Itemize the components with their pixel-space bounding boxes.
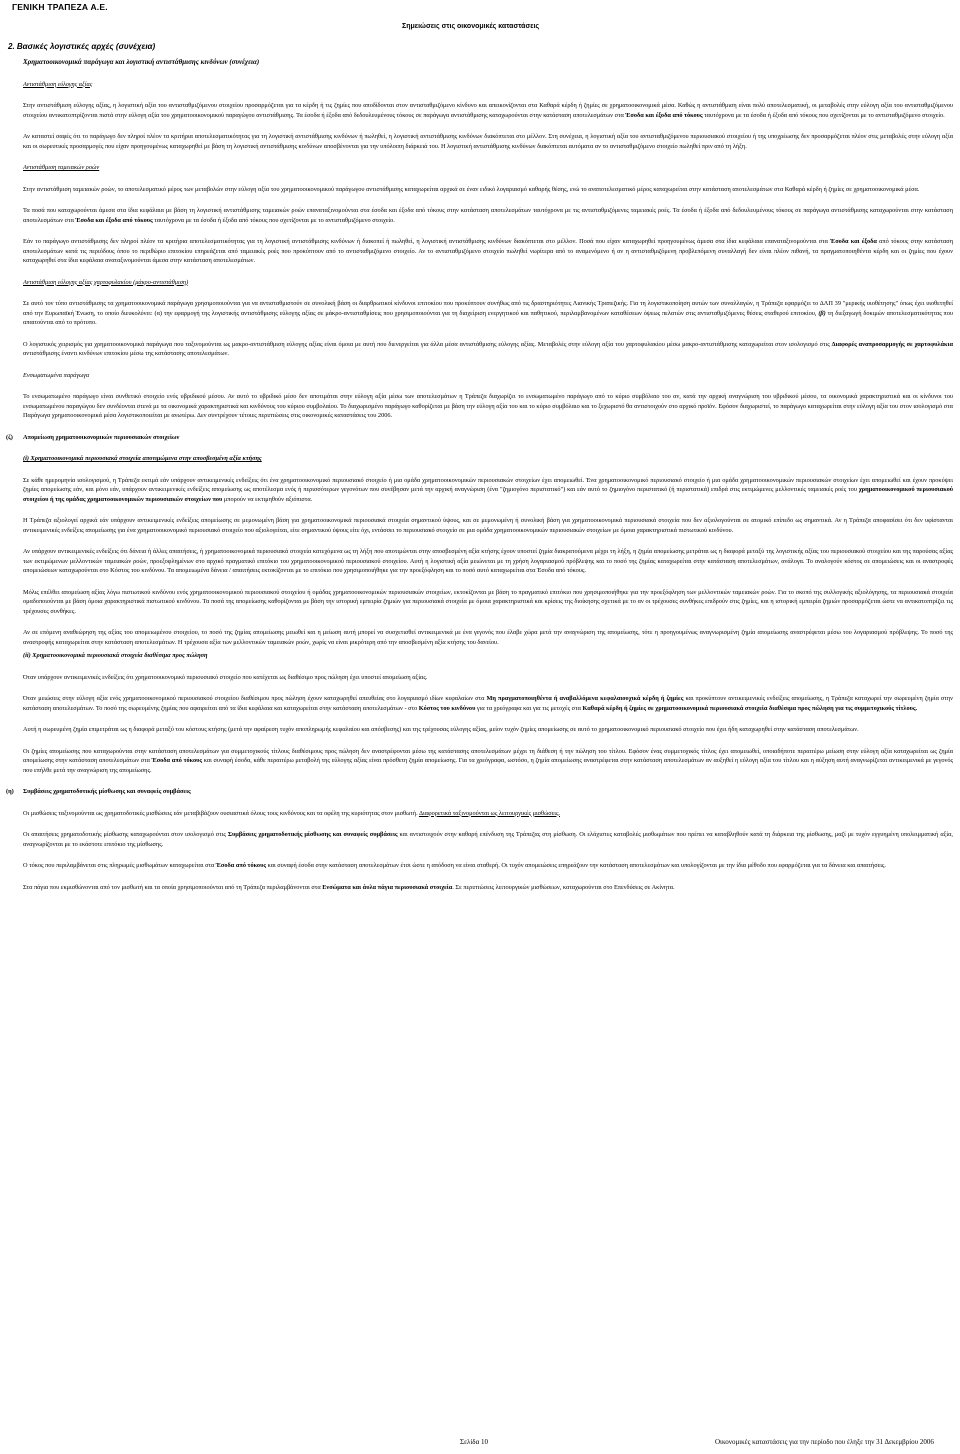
paragraph: Αν υπάρχουν αντικειμενικές ενδείξεις ότι δάνεια ή άλλες απαιτήσεις, ή χρηματοοικονομικά περιουσιακά στοιχεία κατεχόμενα ως τη λήξη που αποτιμώνται στην αποσβεσμένη αξία κτήσης έχουν υποστεί ζημία διακρατούμενα μέχρι τη λήξη, η ζημία απομείωσης μετράται ως η διαφορά μεταξύ της λογιστικής αξίας του περιουσιακού στοιχείου και της παρούσας αξίας των εκτιμώμενων μελλοντικών ταμειακών ροών, προεξοφλημένων στο αρχικό πραγματικό επιτόκιο του χρηματοοικονομικού περιουσιακού στοιχείου. Αυτή η λογιστική αξία μειώνεται με τη χρήση λογαριασμού πρόβλεψης και το ποσό της ζημίας καταχωρείται στην κατάσταση αποτελεσμάτων, ανάλογα. Το αναλογούν κόστος σε απομειώσεις και οι αναστροφές απομειώσεων καταχωρούνται στο Κόστος του κινδύνου. Τα απομειωμένα δάνεια / απαιτήσεις εκτοκίζονται με το επιτόκιο που χρησιμοποιήθηκε για την προεξόφληση και το ποσό αυτό καταχωρείται στα Έσοδα από τόκους. xyxy=(23,548,953,574)
impairment-subheading-1: (i) Χρηματοοικονομικά περιουσιακά στοιχεία αποτιμώμενα στην αποσβεσμένη αξία κτήσης xyxy=(23,455,262,462)
paragraph: Τα ποσά που καταχωρούνται άμεσα στα ίδια κεφάλαια με βάση τη λογιστική αντιστάθμισης ταμειακών ροών επαναταξινομούνται στα έσοδα και έξοδα από τόκους στην κατάσταση αποτελεσμάτων ταυτόχρονα με τις αντισταθμιζόμενες ταμειακές ροές. Τα έσοδα ή έξοδα από δεδουλευμένους τόκους σε παράγωγα αντιστάθμισης καταχωρούνται στην κατάσταση αποτελεσμάτων στα Έσοδα και έξοδα από τόκους ταυτόχρονα με τα έσοδα ή έξοδα από τόκους που σχετίζονται με το αντισταθμιζόμενο στοιχείο. xyxy=(23,207,953,224)
embedded-derivatives-title: Ενσωματωμένα παράγωγα xyxy=(23,371,90,379)
paragraph: Αν καταστεί σαφές ότι το παράγωγο δεν πληροί πλέον τα κριτήρια αποτελεσματικότητας για τη λογιστική αντιστάθμισης κινδύνων ή πωληθεί, η λογιστική αντιστάθμισης κινδύνων διακόπτεται στο μέλλον. Στη συνέχεια, η λογιστική αξία του αντισταθμιζόμενου περιουσιακού στοιχείου ή της υποχρέωσης δεν προσαρμόζεται πλέον στις μεταβολές στην εύλογη αξία και οι σωρευτικές προσαρμογές που είχαν προηγουμένως καταχωρηθεί με βάση τη λογιστική αντιστάθμισης κινδύνων αποσβένονται για την υπόλοιπη διάρκειά του. Η λογιστική αντιστάθμισης κινδύνων διακόπτεται αυτόματα αν το αντισταθμιζόμενο στοιχείο πωληθεί πριν από τη λήξη. xyxy=(23,133,953,150)
paragraph: Στην αντιστάθμιση εύλογης αξίας, η λογιστική αξία του αντισταθμιζόμενου στοιχείου προσαρμόζεται για τα κέρδη ή τις ζημίες που αποδίδονται στον αντισταθμιζόμενο κίνδυνο και απεικονίζονται στα Καθαρά κέρδη ή ζημίες σε χρηματοοικονομικά μέσα. Καθώς η αντιστάθμιση είναι πολύ αποτελεσματική, οι μεταβολές στην εύλογη αξία του αντισταθμιζόμενου στοιχείου αντικατοπτρίζονται πιστά στην εύλογη αξία του χρηματοοικονομικού παραγώγου αντιστάθμισης. Τα έσοδα ή έξοδα από δεδουλευμένους τόκους σε παράγωγα αντιστάθμισης καταχωρούνται στην κατάσταση αποτελεσμάτων στα Έσοδα και έξοδα από τόκους ταυτόχρονα με τα έσοδα ή έξοδα από τόκους που σχετίζονται με το αντισταθμιζόμενο στοιχείο. xyxy=(23,102,953,119)
paragraph: Στα πάγια που εκμισθώνονται από τον μισθωτή και τα οποία χρησιμοποιούνται από τη Τράπεζα περιλαμβάνονται στα Ενσώματα και άυλα πάγια περιουσιακά στοιχεία. Σε περιπτώσεις λειτουργικών μισθώσεων, καταχωρούνται στο Επενδύσεις σε Ακίνητα. xyxy=(23,883,675,891)
paragraph: Το ενσωματωμένο παράγωγο είναι συνθετικό στοιχείο ενός υβριδικού μέσου. Αν αυτό το υβριδικό μέσο δεν αποτιμάται στην εύλογη αξία μέσω των αποτελεσμάτων η Τράπεζα διαχωρίζει το ενσωματωμένο παράγωγο από το κύριο συμβόλαιο του αν, κατά την αρχική αναγνώριση του υβριδικού μέσου, τα οικονομικά χαρακτηριστικά και οι κίνδυνοι του ενσωματωμένου παραγώγου δεν συνδέονται στενά με τα οικονομικά χαρακτηριστικά και κινδύνους του κύριου συμβολαίου. Το διαχωρισμένο παράγωγο καθορίζεται με βάση την εύλογη αξία του και το κύριο συμβόλαιο και το ξεχωριστό θα αντιστοιχούν στο αρχικό προϊόν. Εφόσον διαχωριστεί, το παράγωγο καταχωρείται στην εύλογη αξία του στον ισολογισμό στα Παράγωγα χρηματοοικονομικά μέσα λογιστικοποιείται με ανωτέρω. Δεν συντρέχουν τέτοιες περιπτώσεις στις οικονομικές καταστάσεις του 2006. xyxy=(23,393,953,419)
notes-header: Σημειώσεις στις οικονομικές καταστάσεις xyxy=(402,23,540,30)
fair-value-hedge-title: Αντιστάθμιση εύλογης αξίας xyxy=(23,80,93,88)
paragraph: Οι ζημίες απομείωσης που καταχωρούνται στην κατάσταση αποτελεσμάτων για συμμετοχικούς τίτλους διαθέσιμους προς πώληση δεν αναστρέφονται μέσω της κατάστασης αποτελεσμάτων μέχρι τη διάθεση ή την πώληση του τίτλου. Εφόσον ένας συμμετοχικός τίτλος έχει απομειωθεί, οποιαδήποτε περαιτέρω μείωση στην εύλογη αξία καταχωρείται ως ζημία απομείωσης στην κατάσταση αποτελεσμάτων στα Έσοδα από τόκους και συναφή έσοδα, κάθε περαιτέρω μεταβολή της εύλογης αξίας είναι πρόσθετη ζημία απομείωσης. Για τα χρεόγραφα, ωστόσο, η ζημία απομείωσης αναστρέφεται στην κατάσταση αποτελεσμάτων αν αυξηθεί η εύλογη αξία του τίτλου και η αύξηση αυτή αναγνωρίζεται αντικειμενικά με γεγονός που επήλθε μετά την αναγνώριση της απομείωσης. xyxy=(23,747,953,774)
paragraph: Στην αντιστάθμιση ταμειακών ροών, το αποτελεσματικό μέρος των μεταβολών στην εύλογη αξία του χρηματοοικονομικού παράγωγου αντιστάθμισης καταχωρείται αρχικά σε έναν ειδικό λογαριασμό καθαρής θέσης, ενώ το αναποτελεσματικό μέρος καταχωρείται στην κατάσταση αποτελεσμάτων στα Καθαρά κέρδη ή ζημίες σε χρηματοοικονομικά μέσα. xyxy=(23,185,920,193)
leases-heading: (η) Συμβάσεις χρηματοδοτικής μίσθωσης και συναφείς συμβάσεις xyxy=(6,788,191,795)
section-mark: (ζ) xyxy=(6,433,13,441)
paragraph: Εάν το παράγωγο αντιστάθμισης δεν πληροί πλέον τα κριτήρια αποτελεσματικότητας για τη λογιστική αντιστάθμισης κινδύνων ή διακοπεί ή πωληθεί, η λογιστική αντιστάθμισης κινδύνων διακόπτεται στο μέλλον. Ποσά που είχαν καταχωρηθεί προηγουμένως άμεσα στα ίδια κεφάλαια επαναταξινομούνται στα Έσοδα και έξοδα από τόκους στην κατάσταση αποτελεσμάτων κατά τις περιόδους όπου το περιθώριο επιτοκίου επηρεάζεται από ταμειακές ροές που προκύπτουν από το αντισταθμιζόμενο στοιχείο. Αν το αντισταθμιζόμενο στοιχείο πωληθεί νωρίτερα από το αναμενόμενο ή αν η αντισταθμιζόμενη προβλεπόμενη συναλλαγή δεν είναι πλέον πιθανή, τα πραγματοποιηθέντα κέρδη και οι ζημίες που έχουν καταχωρηθεί στα ίδια κεφάλαια αναταξινομούνται άμεσα στην κατάσταση αποτελεσμάτων. xyxy=(23,238,953,264)
paragraph: Σε κάθε ημερομηνία ισολογισμού, η Τράπεζα εκτιμά εάν υπάρχουν αντικειμενικές ενδείξεις ότι ένα χρηματοοικονομικό περιουσιακό στοιχείο ή μια ομάδα χρηματοοικονομικών περιουσιακών στοιχείων έχει απομειωθεί. Ένα χρηματοοικονομικό περιουσιακό στοιχείο ή μια ομάδα χρηματοοικονομικών περιουσιακών στοιχείων έχει απομειωθεί και έχουν προκύψει ζημίες απομείωσης εάν, και μόνο εάν, υπάρχουν αντικειμενικές ενδείξεις απομείωσης ως αποτέλεσμα ενός ή περισσότερων γεγονότων που συνέβησαν μετά την αρχική αναγνώριση (ένα "ζημιογόνο περιστατικό") και εάν αυτό το ζημιογόνο περιστατικό (ή περιστατικά) επιδρά στις εκτιμώμενες μελλοντικές ταμειακές ροές του χρηματοοικονομικού περιουσιακού στοιχείου ή της ομάδας χρηματοοικονομικών περιουσιακών στοιχείων που μπορούν να εκτιμηθούν αξιόπιστα. xyxy=(23,476,953,503)
paragraph: Σε αυτό τον τύπο αντιστάθμισης τα χρηματοοικονομικά παράγωγα χρησιμοποιούνται για να αντισταθμιστούν σε συνολική βάση οι διαρθρωτικοί κίνδυνοι επιτοκίου που προκύπτουν συνήθως από τις δραστηριότητες Λιανικής Τραπεζικής. Για τη λογιστικοποίηση αυτών των συναλλαγών, η Τράπεζα εφαρμόζει το ΔΛΠ 39 "μερικής υιοθέτησης" όπως έχει υιοθετηθεί από την Ευρωπαϊκή Ένωση, το οποίο διευκολύνει: (α) την εφαρμογή της λογιστικής αντιστάθμισης εύλογης αξίας σε μάκρο-αντισταθμίσεις που χρησιμοποιούνται για τη διαχείριση ενεργητικού και παθητικού, περιλαμβανομένων καταθέσεων όψεως πελατών στις αντισταθμιζόμενες θέσεις σταθερού επιτοκίου, (β) τη διεξαγωγή δοκιμών αποτελεσματικότητας που απαιτούνται από το πρότυπο. xyxy=(23,300,954,326)
bank-name: ΓΕΝΙΚΗ ΤΡΑΠΕΖΑ Α.Ε. xyxy=(12,2,108,12)
cash-flow-hedge-title: Αντιστάθμιση ταμειακών ροών xyxy=(23,164,100,171)
paragraph: Όταν μειώσεις στην εύλογη αξία ενός χρηματοοικονομικού περιουσιακού στοιχείου διαθέσιμου προς πώληση έχουν καταχωρηθεί απευθείας στο λογαριασμό ιδίων κεφαλαίων στα Μη πραγματοποιηθέντα ή αναβαλλόμενα κεφαλαιουχικά κέρδη ή ζημίες και προκύπτουν αντικειμενικές ενδείξεις απομείωσης, η Τράπεζα καταχωρεί την σωρευμένη ζημία στην κατάσταση αποτελεσμάτων. Το ποσό της σωρευμένης ζημίας που αφαιρείται από τα ίδια κεφάλαια και καταχωρείται στην κατάσταση αποτελεσμάτων - στο Κόστος του κινδύνου για τα χρεόγραφα και για τις μετοχές στα Καθαρά κέρδη ή ζημίες σε χρηματοοικονομικά περιουσιακά στοιχεία διαθέσιμα προς πώληση για τις συμμετοχικούς τίτλους. xyxy=(23,695,953,712)
section-mark: (η) xyxy=(6,788,14,795)
impairment-subheading-2: (ii) Χρηματοοικονομικά περιουσιακά στοιχεία διαθέσιμα προς πώληση xyxy=(23,652,208,659)
paragraph: Αν σε επόμενη αναθεώρηση της αξίας του απομειωμένου στοιχείου, το ποσό της ζημίας απομείωσης μειωθεί και η μείωση αυτή μπορεί να συσχετισθεί αντικειμενικά με ένα γεγονός που έλαβε χώρα μετά την αναγνώριση της απομείωσης, τότε η προηγουμένως αναγνωρισμένη ζημία απομείωσης αναστρέφεται μέσω του λογαριασμού πρόβλεψης. Το ποσό της αναστροφής καταχωρείται στην κατάσταση αποτελεσμάτων. Η τρέχουσα αξία των μελλοντικών ταμειακών ροών, χωρίς να είναι μικρότερη από την αποσβεσμένη αξία κτήσης του δανείου. xyxy=(23,629,953,646)
footer-title: Οικονομικές καταστάσεις για την περίοδο που έληξε την 31 Δεκεμβρίου 2006 xyxy=(715,1438,934,1446)
paragraph: Ο τόκος που περιλαμβάνεται στις πληρωμές μισθωμάτων καταχωρείται στα Έσοδα από τόκους και συναφή έσοδα στην κατάσταση αποτελεσμάτων έτσι ώστε η απόδοση να είναι σταθερή. Οι τυχόν απομειώσεις επηρεάζουν την κατάσταση αποτελεσμάτων και υπολογίζονται με την ίδια μέθοδο που εφαρμόζεται για τα δάνεια και απαιτήσεις. xyxy=(23,862,886,869)
section-heading: 2. Βασικές λογιστικές αρχές (συνέχεια) xyxy=(8,42,156,51)
document-body xyxy=(6,58,954,904)
paragraph: Μόλις επέλθει απομείωση αξίας λόγω πιστωτικού κινδύνου ενός χρηματοοικονομικού περιουσιακού στοιχείου ή ομάδας χρηματοοικονομικών περιουσιακών στοιχείων, εκτοκίζονται με βάση το πραγματικό επιτόκιο που χρησιμοποιήθηκε για την προεξόφληση των μελλοντικών ταμειακών ροών. Για το σκοπό της συλλογικής αξιολόγησης, τα περιουσιακά στοιχεία ομαδοποιούνται με βάση όμοια χαρακτηριστικά πιστωτικού κινδύνου. Τα ποσά της απομείωσης καθορίζονται με βάση την ιστορική εμπειρία ζημιών για περιουσιακά στοιχεία με όμοια χαρακτηριστικά και κρίσεις της διοίκησης σχετικά με το αν οι τρέχουσες συνθήκες επιδρούν στις ζημίες, και η ιστορική εμπειρία ζημιών προσαρμόζεται ώστε να αντικατοπτρίζει τις τρέχουσες συνθήκες. xyxy=(23,588,953,615)
paragraph: Αυτή η σωρευμένη ζημία επιμετράται ως η διαφορά μεταξύ του κόστους κτήσης (μετά την αφαίρεση τυχόν αποπληρωμής κεφαλαίου και απόσβεσης) και της τρέχουσας εύλογης αξίας, μείον τυχόν ζημίες απομείωσης σε αυτό το χρηματοοικονομικό περιουσιακό στοιχείο που έχει ήδη καταχωρηθεί στην κατάσταση αποτελεσμάτων. xyxy=(23,726,859,733)
paragraph: Οι απαιτήσεις χρηματοδοτικής μίσθωσης καταχωρούνται στον ισολογισμό στις Συμβάσεις χρηματοδοτικής μίσθωσης και συναφείς συμβάσεις και αντιστοιχούν στην καθαρή επένδυση της Τράπεζας στη μίσθωση. Οι ελάχιστες καταβολές μισθωμάτων που πρέπει να καταβληθούν κατά τη διάρκεια της μίσθωσης, μαζί με τυχόν εγγυημένη υπολειμματική αξία, αναγνωρίζονται με το εκάστοτε επιτόκιο της μίσθωσης. xyxy=(23,831,953,848)
paragraph: Ο λογιστικός χειρισμός για χρηματοοικονομικά παράγωγα που ταξινομούνται ως μακρο-αντιστάθμιση εύλογης αξίας είναι όμοια με αυτή που διενεργείται για άλλα μέσα αντιστάθμισης εύλογης αξίας. Μεταβολές στην εύλογη αξία του χαρτοφυλακίου μέσω μακρο-αντιστάθμισης καταχωρείται στον ισολογισμό στις Διαφορές αναπροσαρμογής σε χαρτοφυλάκια αντιστάθμισης έναντι κινδύνων επιτοκίου μέσω της κατάστασης αποτελεσμάτων. xyxy=(23,340,953,357)
paragraph: Η Τράπεζα αξιολογεί αρχικά εάν υπάρχουν αντικειμενικές ενδείξεις απομείωσης σε μεμονωμένη βάση για χρηματοοικονομικά περιουσιακά στοιχεία σημαντικού ύψους, και σε μεμονωμένη ή συνολική βάση για χρηματοοικονομικά περιουσιακά στοιχεία που δεν αξιολογούνται σε ατομικό επίπεδο ως σημαντικά. Αν η Τράπεζα αποφασίσει ότι δεν υφίστανται αντικειμενικές ενδείξεις απομείωσης για ένα χρηματοοικονομικό περιουσιακό στοιχείο που αξιολογείται, είτε σημαντικού ύψους είτε όχι, εντάσσει το περιουσιακό στοιχείο σε μια ομάδα χρηματοοικονομικών περιουσιακών στοιχείων με όμοια χαρακτηριστικά πιστωτικού κινδύνου. xyxy=(23,517,953,534)
paragraph: Οι μισθώσεις ταξινομούνται ως χρηματοδοτικές μισθώσεις εάν μεταβιβάζουν ουσιαστικά όλους τους κινδύνους και τα οφέλη της κυριότητας στον μισθωτή. Διαφορετικά ταξινομούνται ως λειτουργικές μισθώσεις. xyxy=(23,809,561,817)
impairment-heading: (ζ) Απομείωση χρηματοοικονομικών περιουσιακών στοιχείων xyxy=(6,433,180,441)
portfolio-hedge-title: Αντιστάθμιση εύλογης αξίας χαρτοφυλακίου (μάκρο-αντιστάθμιση) xyxy=(23,278,189,286)
page-number: Σελίδα 10 xyxy=(460,1438,489,1446)
subheading: Χρηματοοικονομικά παράγωγα και λογιστική αντιστάθμισης κινδύνων (συνέχεια) xyxy=(23,58,260,66)
paragraph: Όταν υπάρχουν αντικειμενικές ενδείξεις ότι χρηματοοικονομικό περιουσιακό στοιχείο που κατέχεται ως διαθέσιμο προς πώληση έχει υποστεί απομείωση αξίας. xyxy=(23,673,428,681)
